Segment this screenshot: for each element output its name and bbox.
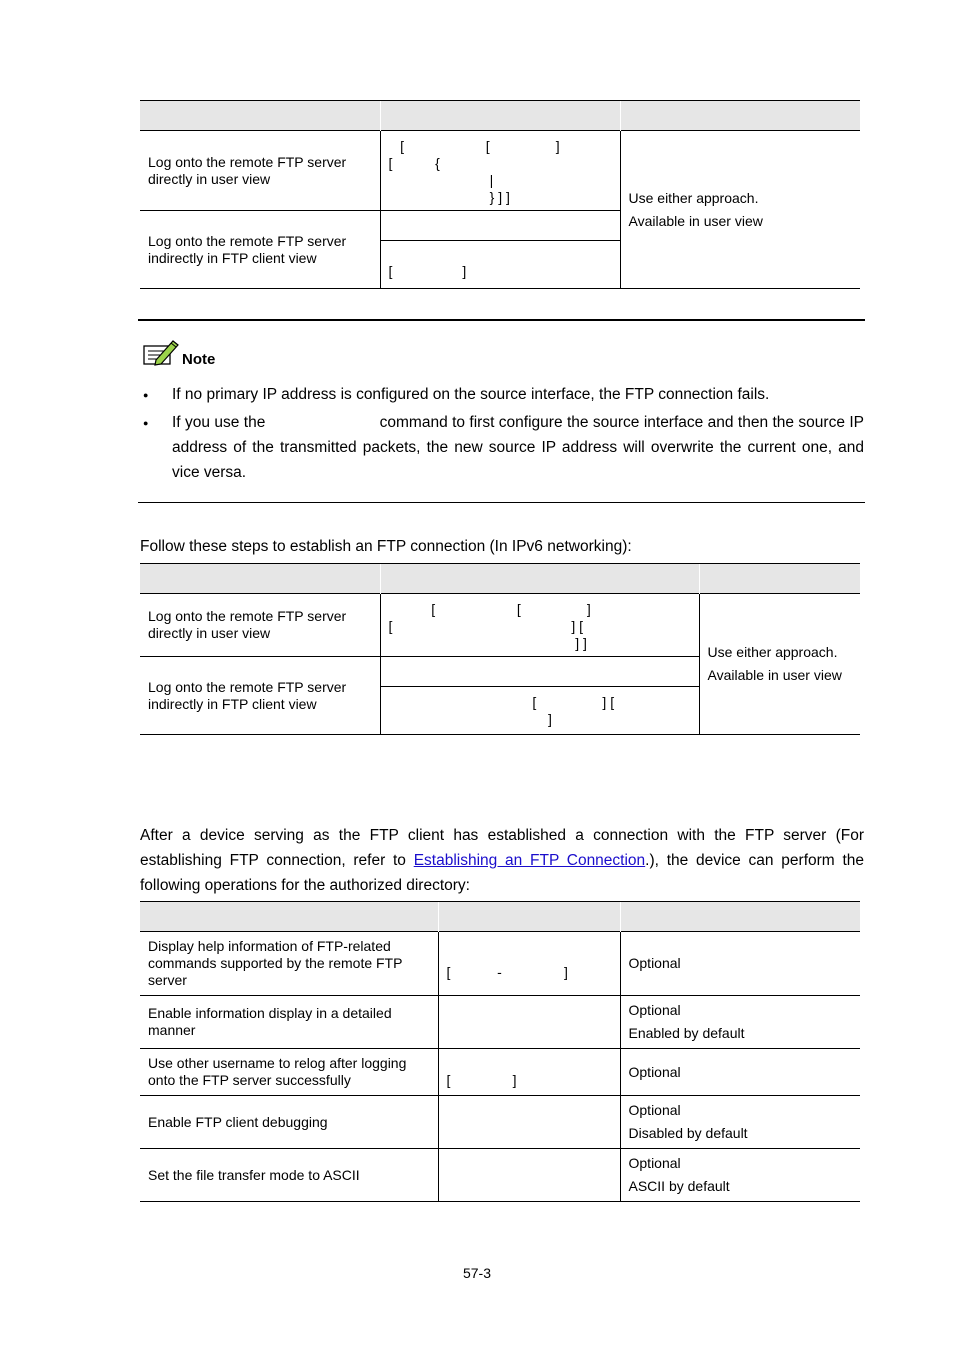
table-row xyxy=(140,1149,860,1202)
note-bullet: If no primary IP address is configured on the source interface, the FTP connection fails. xyxy=(172,386,770,403)
operation-cell: Log onto the remote FTP server directly in user view xyxy=(140,594,380,657)
table-ipv4-connection xyxy=(140,100,860,289)
bullet-icon: ● xyxy=(143,418,149,428)
operation-cell: Log onto the remote FTP server indirectly in FTP client view xyxy=(140,657,380,735)
table-ipv6-connection xyxy=(140,563,860,735)
table-row xyxy=(140,996,860,1049)
table-row xyxy=(140,1096,860,1149)
table-row xyxy=(140,131,860,211)
ipv6-intro-text: Follow these steps to establish an FTP connection (In IPv6 networking): xyxy=(140,538,632,555)
page-number: 57-3 xyxy=(462,1265,492,1281)
operation-cell: Enable FTP client debugging xyxy=(140,1096,438,1149)
bullet-icon: ● xyxy=(143,390,149,400)
operation-cell: Use other username to relog after logging onto the FTP server successfully xyxy=(140,1049,438,1096)
operation-cell: Display help information of FTP-related commands supported by the remote FTP server xyxy=(140,932,438,996)
command-cell: [ [ ] [ { | } ] ] xyxy=(380,131,620,211)
remark-cell: Use either approach. Available in user view xyxy=(699,594,860,735)
command-cell xyxy=(438,996,620,1049)
note-bullet: If you use the command to first configure the source interface and then the source IP address of the transmitted packets, the new source IP address will overwrite the current one, and vice versa. xyxy=(172,414,869,481)
command-cell: [ ] xyxy=(380,211,620,289)
note-title: Note xyxy=(182,351,216,368)
command-cell: [ ] xyxy=(438,1049,620,1096)
command-cell: [ ] [ ] xyxy=(380,657,699,735)
operations-intro-paragraph: After a device serving as the FTP client has established a connection with the FTP server (For establishing FTP connection, refer to Establishing an FTP Connection.), the device can perform the following operations for the authorized directory: xyxy=(140,827,864,894)
table-row xyxy=(140,1049,860,1096)
remark-cell: Optional Enabled by default xyxy=(620,996,860,1049)
table-row xyxy=(140,932,860,996)
table-row xyxy=(140,594,860,657)
table-header-row xyxy=(140,902,860,932)
remark-cell: Optional xyxy=(620,932,860,996)
command-cell xyxy=(438,1096,620,1149)
remark-cell: Optional Disabled by default xyxy=(620,1096,860,1149)
table-header-row xyxy=(140,564,860,594)
note-top-rule xyxy=(138,319,865,321)
remark-cell: Use either approach. Available in user view xyxy=(620,131,860,289)
operation-cell: Set the file transfer mode to ASCII xyxy=(140,1149,438,1202)
command-cell: [ - ] xyxy=(438,932,620,996)
note-pencil-icon xyxy=(142,338,180,368)
command-cell xyxy=(438,1149,620,1202)
table-ftp-operations xyxy=(140,901,860,1202)
operation-cell: Enable information display in a detailed manner xyxy=(140,996,438,1049)
note-bottom-rule xyxy=(138,502,865,503)
operation-cell: Log onto the remote FTP server directly in user view xyxy=(140,131,380,211)
table-header-row xyxy=(140,101,860,131)
establishing-ftp-connection-link[interactable]: Establishing an FTP Connection xyxy=(413,852,646,869)
command-cell: [ [ ] [ ] [ ] ] xyxy=(380,594,699,657)
remark-cell: Optional ASCII by default xyxy=(620,1149,860,1202)
operation-cell: Log onto the remote FTP server indirectly in FTP client view xyxy=(140,211,380,289)
remark-cell: Optional xyxy=(620,1049,860,1096)
